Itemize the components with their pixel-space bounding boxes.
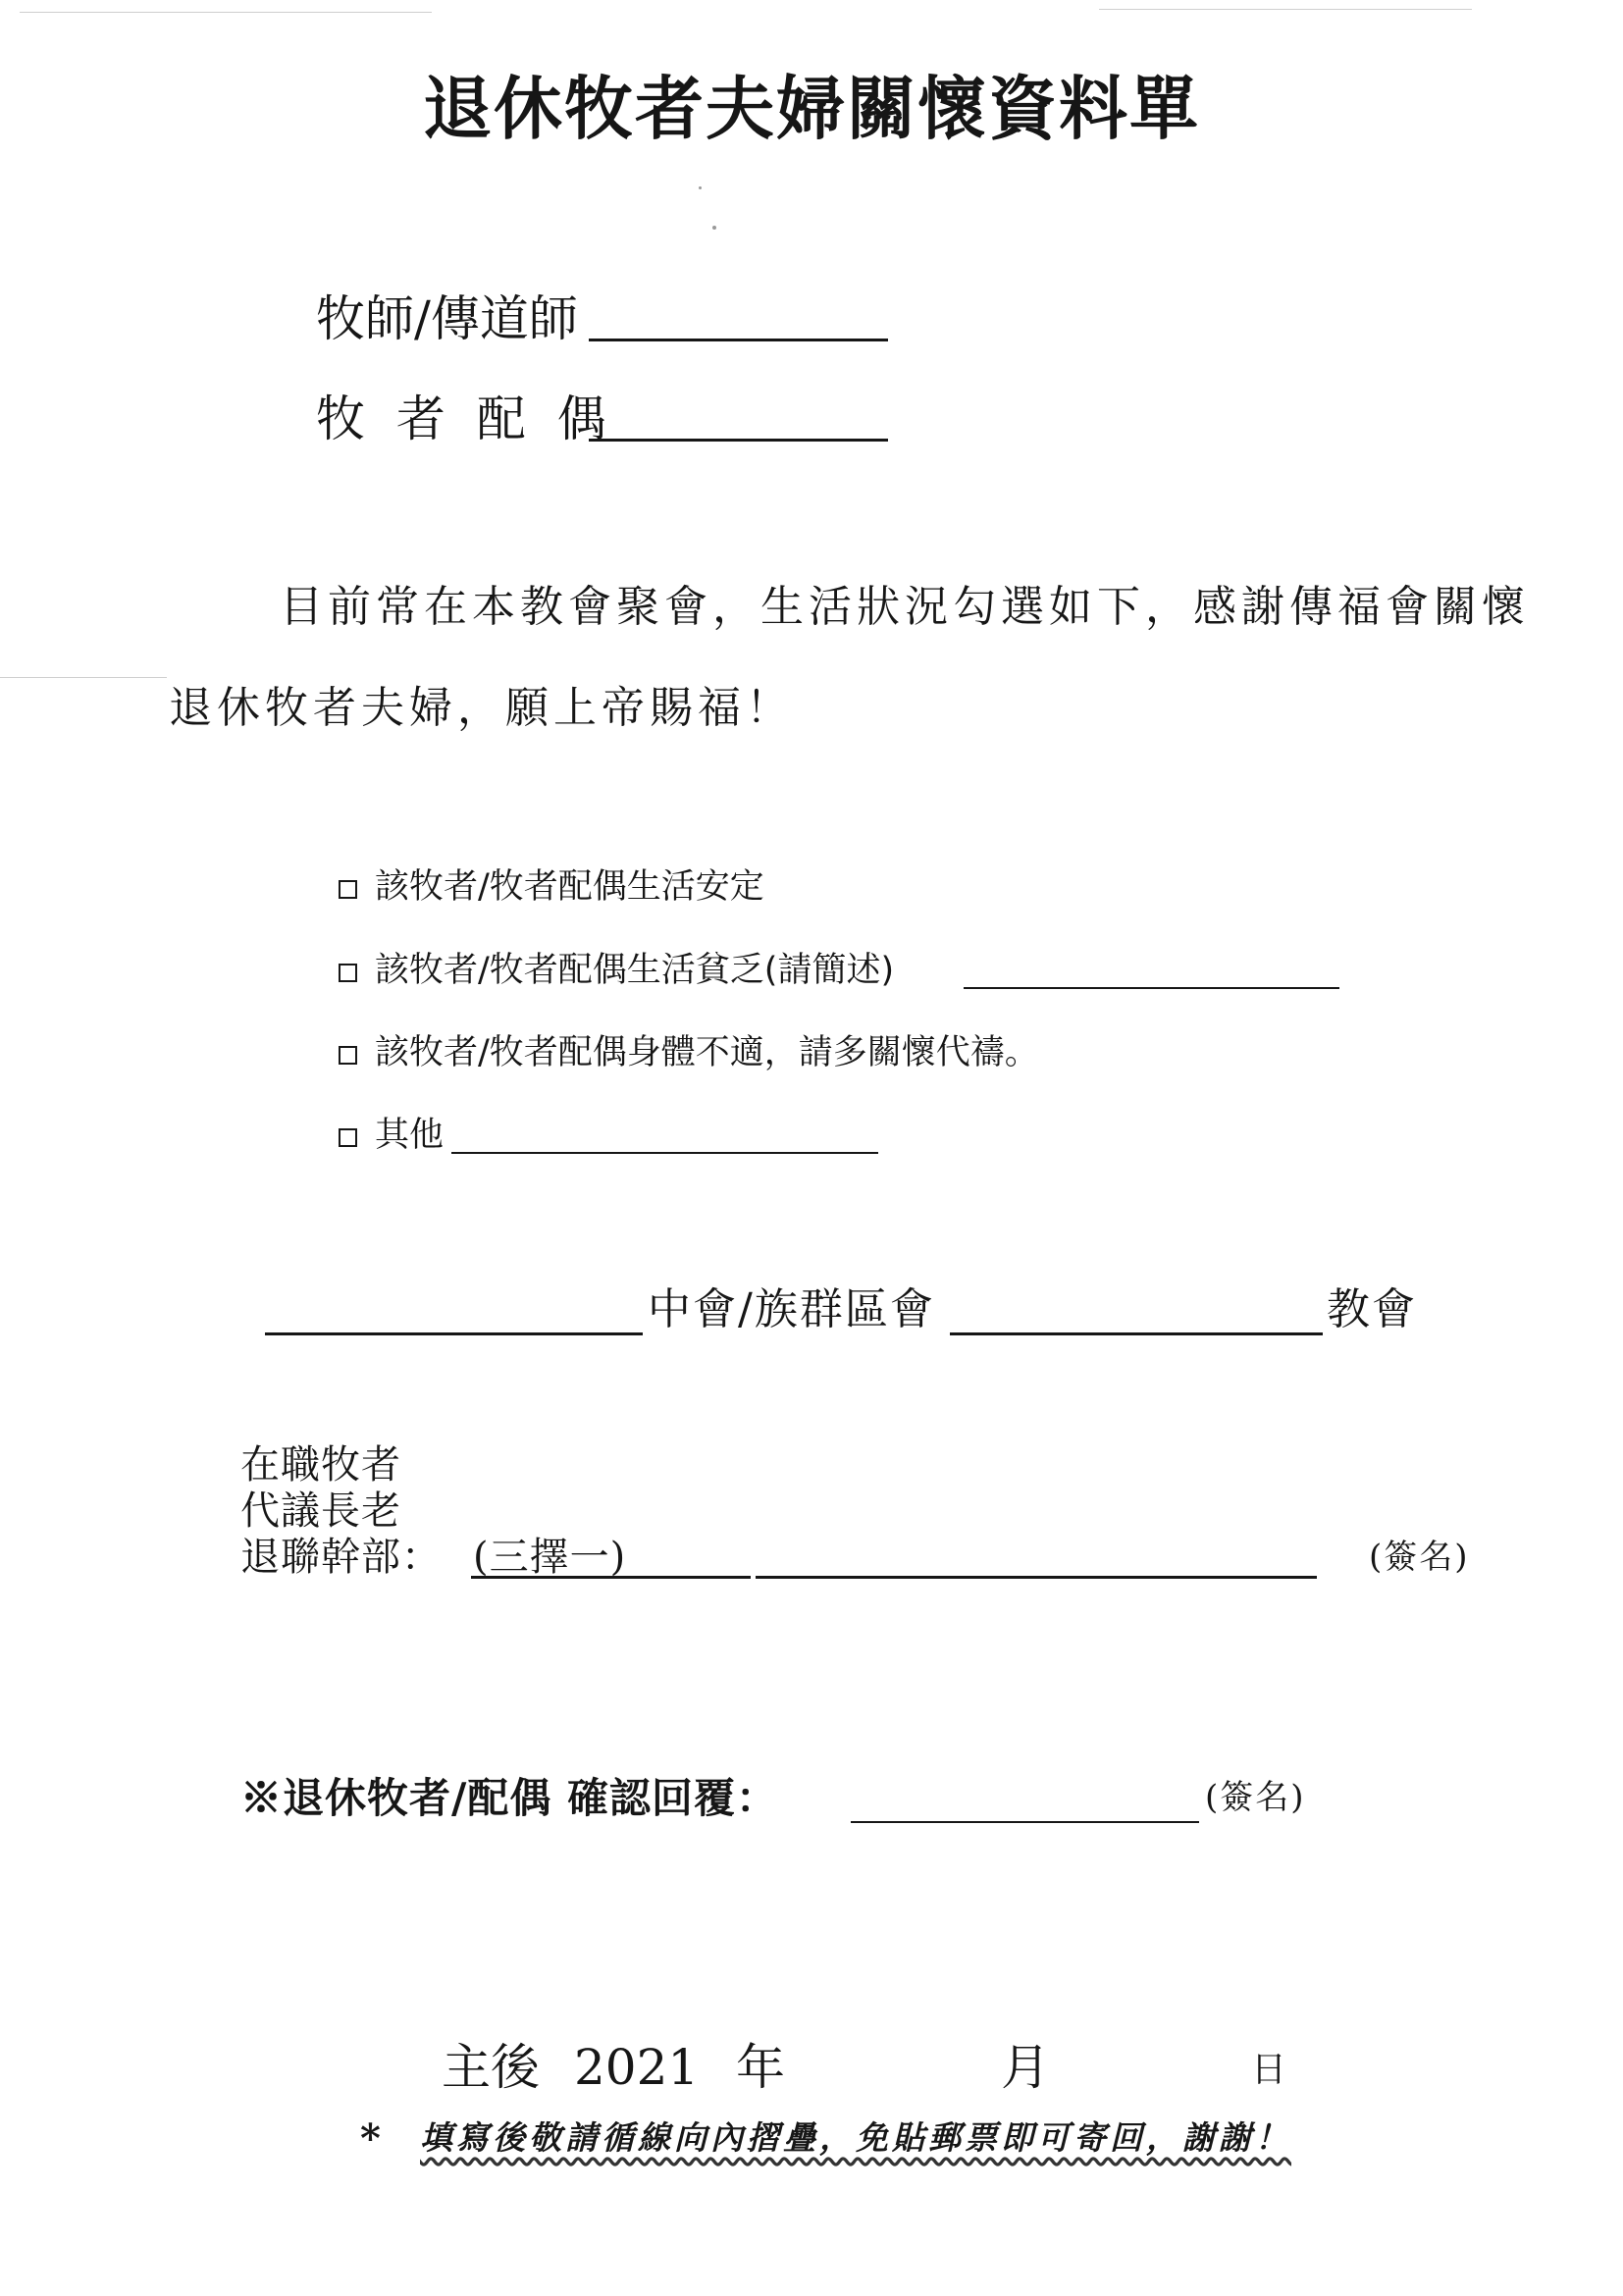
checklist-label-poverty: 該牧者/牧者配偶生活貧乏(請簡述) xyxy=(375,951,895,990)
signer-role-elder: 代議長老 xyxy=(240,1488,401,1534)
poverty-description-field[interactable] xyxy=(964,987,1339,989)
signer-signature-field[interactable] xyxy=(756,1576,1317,1579)
checkbox-stable[interactable] xyxy=(339,880,357,899)
date-year-label: 年 xyxy=(736,2039,785,2096)
retiree-signature-field[interactable] xyxy=(851,1821,1199,1823)
other-description-field[interactable] xyxy=(451,1152,878,1154)
scan-streak-left xyxy=(0,677,167,678)
spouse-name-field[interactable] xyxy=(589,439,888,442)
pastor-name-field[interactable] xyxy=(589,339,888,341)
form-title: 退休牧者夫婦關懷資料單 xyxy=(423,68,1200,149)
choose-one-note: (三擇一) xyxy=(473,1535,627,1580)
scan-streak-top-right xyxy=(1099,9,1472,10)
date-day-label: 日 xyxy=(1251,2050,1287,2090)
spouse-label: 牧 者 配 偶 xyxy=(316,391,606,447)
checkbox-other[interactable] xyxy=(339,1128,357,1147)
statement-line-2: 退休牧者夫婦，願上帝賜福！ xyxy=(169,683,794,733)
checklist-label-other: 其他 xyxy=(375,1116,445,1155)
footer-instruction: 填寫後敬請循線向內摺疊，免貼郵票即可寄回，謝謝！ xyxy=(420,2118,1291,2157)
scan-streak-top xyxy=(20,12,432,13)
footer-asterisk: * xyxy=(360,2115,381,2162)
date-month-label: 月 xyxy=(1001,2039,1050,2096)
signer-role-staff: 退聯幹部： xyxy=(240,1535,442,1580)
pastor-label: 牧師/傳道師 xyxy=(316,290,578,347)
checkbox-illness[interactable] xyxy=(339,1046,357,1065)
signer-sign-label: (簽名) xyxy=(1369,1538,1470,1577)
church-name-field[interactable] xyxy=(950,1332,1323,1335)
church-label: 教會 xyxy=(1327,1284,1417,1334)
month-field[interactable] xyxy=(805,2039,991,2094)
checkbox-poverty[interactable] xyxy=(339,964,357,982)
retiree-confirmation-label: ※退休牧者/配偶 確認回覆： xyxy=(240,1774,778,1822)
scan-speck xyxy=(699,186,702,189)
date-year: 2021 xyxy=(574,2039,700,2096)
checklist-label-illness: 該牧者/牧者配偶身體不適，請多關懷代禱。 xyxy=(375,1033,1039,1072)
signer-role-pastor: 在職牧者 xyxy=(240,1442,401,1487)
statement-line-1: 目前常在本教會聚會，生活狀況勾選如下，感謝傳福會關懷 xyxy=(280,582,1530,632)
retiree-sign-label: (簽名) xyxy=(1205,1778,1306,1817)
presbytery-label: 中會/族群區會 xyxy=(648,1284,935,1334)
checklist-label-stable: 該牧者/牧者配偶生活安定 xyxy=(375,867,764,907)
scan-speck xyxy=(712,226,716,230)
day-field[interactable] xyxy=(1065,2039,1241,2094)
presbytery-name-field[interactable] xyxy=(265,1332,643,1335)
choose-one-underline xyxy=(471,1576,751,1579)
date-prefix: 主後 xyxy=(442,2039,540,2096)
